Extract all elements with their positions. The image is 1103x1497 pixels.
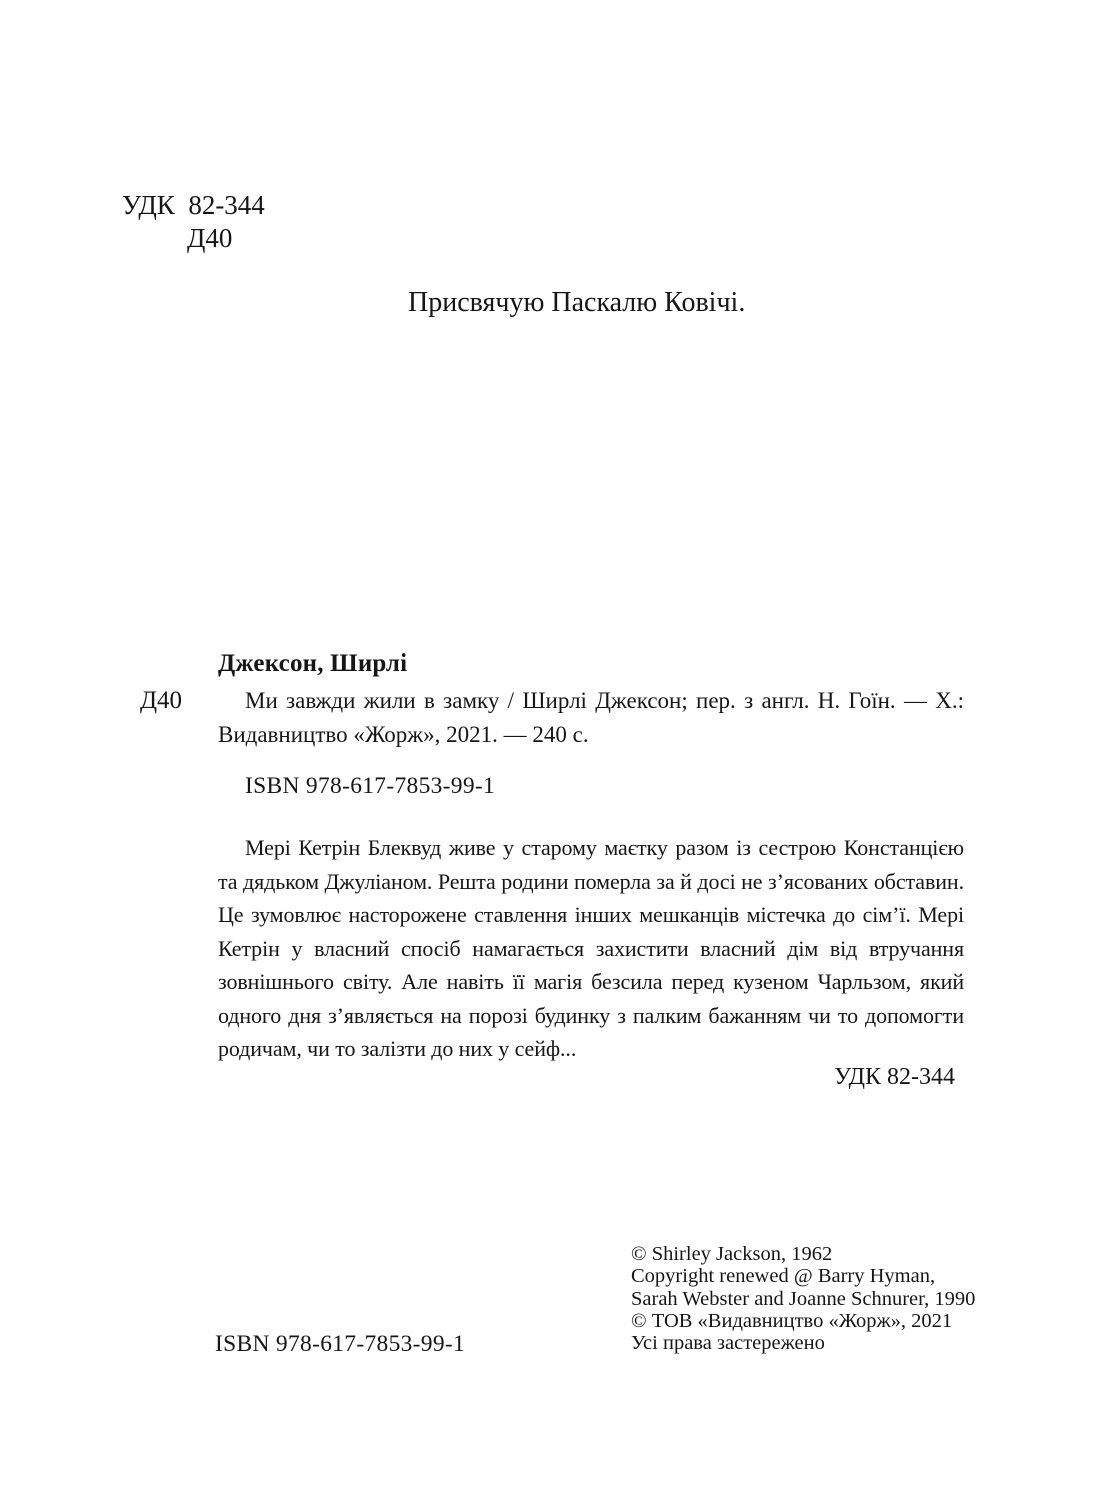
copyright-line-publisher: © ТОВ «Видавництво «Жорж», 2021: [631, 1309, 953, 1332]
book-annotation: Мері Кетрін Блеквуд живе у старому маєтку разом із сестрою Констанцією та дядьком Джуліаном. Решта родини померла за й досі не з’ясованих обставин. Це зумовлює насторожене ставлення інших мешканців містечка до сім’ї. Мері Кетрін у власний спосіб намагається захистити власний дім від втручання зовнішнього світу. Але навіть її магія безсила перед кузеном Чарльзом, який одного дня з’являється на порозі будинку з палким бажанням чи то допомогти родичам, чи то залізти до них у сейф...: [218, 835, 964, 1061]
udk-footer-number: УДК 82-344: [834, 1064, 955, 1090]
copyright-line-renewed: Copyright renewed @ Barry Hyman,: [631, 1265, 936, 1288]
dedication-text: Присвячую Паскалю Ковічі.: [408, 287, 746, 318]
isbn-footer: ISBN 978-617-7853-99-1: [215, 1331, 466, 1357]
catalog-card-description: Ми завжди жили в замку / Ширлі Джексон; пер. з англ. Н. Гоїн. — Х.: Видавництво «Жорж», 2021. — 240 с.: [218, 688, 964, 747]
copyright-line-renewed-names: Sarah Webster and Joanne Schnurer, 1990: [631, 1287, 976, 1310]
catalog-card-code: Д40: [140, 687, 183, 714]
copyright-line-rights-reserved: Усі права застережено: [631, 1332, 825, 1355]
copyright-line-shirley-jackson: © Shirley Jackson, 1962: [631, 1243, 833, 1265]
udk-header-number: УДК 82-344: [122, 190, 265, 220]
copyright-block: [631, 1243, 975, 1354]
udk-header-code: Д40: [187, 223, 233, 253]
catalog-card-isbn: ISBN 978-617-7853-99-1: [245, 773, 496, 799]
catalog-card-author: Джексон, Ширлі: [218, 650, 408, 677]
